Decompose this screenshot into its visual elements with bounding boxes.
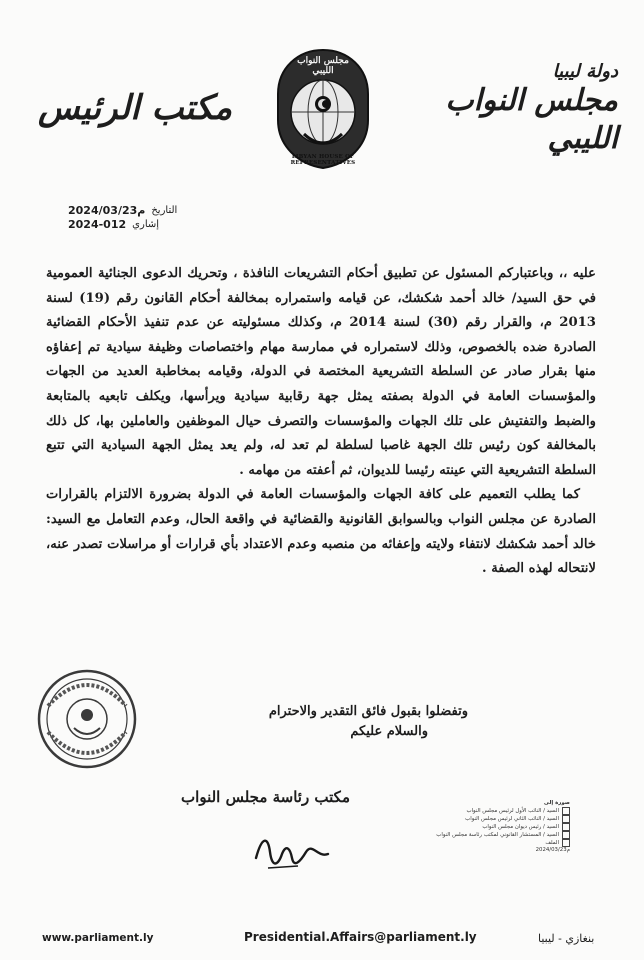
- parliament-emblem: [268, 42, 378, 172]
- letter-body: [46, 262, 596, 582]
- checkbox-icon: [562, 823, 570, 831]
- emblem-english-text: LIBYAN HOUSE OF REPRESENTATIVES: [290, 154, 356, 166]
- closing-line-2: والسلام عليكم: [350, 724, 428, 739]
- checkbox-icon: [562, 815, 570, 823]
- closing-block: [218, 702, 468, 742]
- ref-label: إشاري: [132, 219, 160, 230]
- checkbox-icon: [562, 831, 570, 839]
- date-label: التاريخ: [151, 205, 178, 216]
- cc-item: السيد / المستشار القانوني لمكتب رئاسة مجلس النواب: [394, 831, 570, 839]
- emblem-arabic-text: مجلس النواب الليبي: [297, 56, 349, 76]
- cc-item: السيد / النائب الأول لرئيس مجلس النواب: [394, 807, 570, 815]
- cc-title: صورة إلى: [543, 800, 570, 806]
- handwritten-signature: [248, 828, 338, 878]
- checkbox-icon: [562, 839, 570, 847]
- footer-location: بنغازي - ليبيا: [538, 932, 595, 945]
- letterhead-right: [428, 62, 618, 158]
- state-name: دولة ليبيا: [552, 61, 618, 82]
- cc-list: [394, 800, 570, 855]
- seal-icon: [36, 668, 138, 770]
- ref-value: 2024-012: [68, 218, 127, 231]
- checkbox-icon: [562, 807, 570, 815]
- official-seal: [36, 668, 138, 770]
- cc-date: 2024/03/23م: [535, 847, 570, 854]
- body-paragraph-1: عليه ،، وباعتباركم المسئول عن تطبيق أحكام التشريعات النافذة ، وتحريك الدعوى الجنائية العمومية في حق السيد/ خالد أحمد شكشك، عن قيامه واستمراره بمخالفة أحكام القانون رقم (19) لسنة 2013 م، والقرار رقم (30) لسنة 2014 م، وكذلك مسئوليته عن عدم تنفيذ الأحكام القضائية الصادرة ضده بالخصوص، وذلك لاستمراره في ممارسة مهام واختصاصات وظيفة سيادية تم إعفاؤه منها بقرار صادر عن السلطة التشريعية المختصة في الدولة، وقيامه بمخاطبة العديد من الجهات والمؤسسات العامة في الدولة بصفته يمثل جهة رقابية سيادية ويرأسها، ويكلف تابعيه بالمتابعة والضبط والتفتيش على تلك الجهات والمؤسسات والتصرف حيال الموظفين والعاملين بها، كل ذلك بالمخالفة كون رئيس تلك الجهة غاصبا لسلطة لم تعد له، ولم يعد يمثل الجهة السيادية التي تتبع السلطة التشريعية التي عينته رئيسا للديوان، ثم أعفته من مهامه .: [46, 266, 596, 478]
- office-title: مكتب الرئيس: [38, 88, 233, 128]
- closing-line-1: وتفضلوا بقبول فائق التقدير والاحترام: [268, 704, 468, 719]
- date-value: 2024/03/23م: [68, 204, 146, 217]
- body-paragraph-2: كما يطلب التعميم على كافة الجهات والمؤسسات العامة في الدولة بضرورة الالتزام بالقرارات الصادرة عن مجلس النواب وبالسوابق القانونية والقضائية في واقعة الحال، وعدم التعامل مع السيد: خالد أحمد شكشك لانتفاء ولايته وإعفائه من منصبه وعدم الاعتداد بأي قرارات أو مراسلات تصدر عنه، لانتحاله لهذه الصفة .: [46, 487, 596, 577]
- office-signature: مكتب رئاسة مجلس النواب: [181, 788, 350, 806]
- cc-file-note: الملف: [394, 839, 570, 847]
- footer-email: Presidential.Affairs@parliament.ly: [244, 930, 477, 944]
- reference-block: [68, 204, 177, 232]
- cc-item: السيد / رئيس ديوان مجلس النواب: [394, 823, 570, 831]
- footer-website: www.parliament.ly: [42, 932, 154, 944]
- cc-item: السيد / النائب الثاني لرئيس مجلس النواب: [394, 815, 570, 823]
- signature-icon: [248, 828, 338, 878]
- house-name: مجلس النواب الليبي: [445, 83, 618, 156]
